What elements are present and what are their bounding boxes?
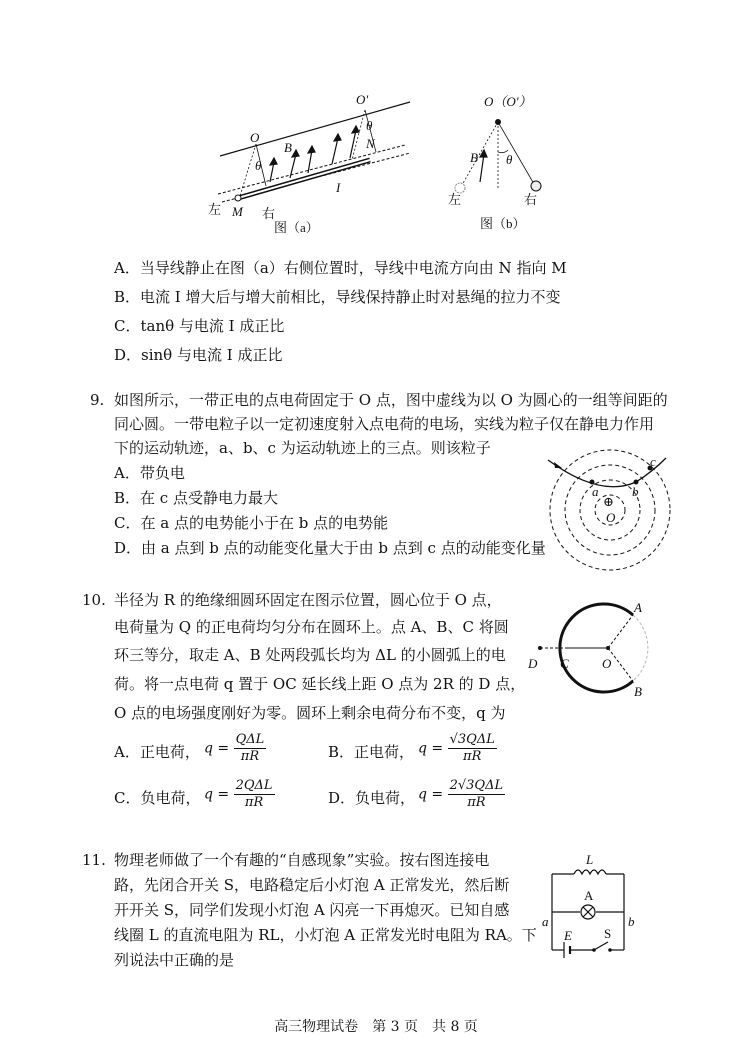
figa-label-I: I	[336, 180, 341, 195]
q10-option-c-formula: q = $\frac{\text{2QΔL}}{\pi R}$	[204, 778, 273, 810]
figa-label-right: 右	[262, 206, 276, 221]
q10-stem-line1: 半径为 R 的绝缘细圆环固定在图示位置，圆心位于 O 点，	[114, 591, 502, 609]
q9-stem-line3: 下的运动轨迹，a、b、c 为运动轨迹上的三点。则该粒子	[114, 439, 491, 457]
q10-label-D: D	[528, 656, 538, 671]
figa-label-O: O	[250, 130, 260, 145]
q11-circuit-figure	[528, 850, 678, 965]
figa-label-theta1: θ	[255, 158, 262, 173]
figa-label-theta2: θ	[366, 118, 373, 133]
figa-label-M: M	[232, 204, 243, 219]
q8-option-c: C．tanθ 与电流 I 成正比	[114, 317, 285, 335]
q9-option-a: A．带负电	[114, 464, 185, 482]
figa-label-N: N	[366, 136, 375, 151]
q10-label-C: C	[560, 656, 569, 671]
figa-label-Oprime: O'	[356, 92, 369, 107]
q9-number: 9.	[90, 391, 105, 409]
q10-stem-line4: 荷。将一点电荷 q 置于 OC 延长线上距 O 点为 2R 的 D 点，	[114, 675, 526, 693]
q11-label-b: b	[628, 914, 635, 929]
q10-figure	[520, 600, 690, 700]
q9-stem-line2: 同心圆。一带电粒子以一定初速度射入点电荷的电场，实线为粒子仅在静电力作用	[114, 415, 655, 433]
q10-option-a-label: A．正电荷，	[114, 743, 200, 761]
q9-label-a: a	[592, 484, 599, 499]
q10-option-d-label: D．负电荷，	[328, 789, 416, 807]
q10-stem-line3: 环三等分，取走 A、B 处两段弧长均为 ΔL 的小圆弧上的电	[114, 646, 506, 664]
q10-number: 10.	[82, 591, 106, 609]
q10-label-B: B	[634, 684, 642, 699]
q10-option-b-label: B．正电荷，	[328, 743, 415, 761]
q9-label-plus: ⊕	[603, 494, 614, 509]
q10-label-O: O	[602, 656, 612, 671]
q11-label-A: A	[584, 888, 594, 903]
q10-label-A: A	[634, 600, 642, 615]
q11-stem-line3: 开开关 S，同学们发现小灯泡 A 闪亮一下再熄灭。已知自感	[114, 901, 510, 919]
q9-label-O: O	[606, 510, 616, 525]
figb-top-label: O（O'）	[484, 94, 532, 109]
q11-label-L: L	[586, 852, 594, 867]
q11-stem-line4: 线圈 L 的直流电阻为 RL，小灯泡 A 正常发光时电阻为 RA。下	[114, 926, 537, 944]
q10-option-b-formula: q = $\frac{\text{√3QΔL}}{\pi R}$	[418, 732, 495, 764]
figb-label-theta: θ	[506, 152, 513, 167]
figa-label-left: 左	[208, 202, 222, 217]
q9-stem-line1: 如图所示，一带正电的点电荷固定于 O 点，图中虚线为以 O 为圆心的一组等间距的	[114, 391, 668, 409]
q8-option-b: B．电流 I 增大后与增大前相比，导线保持静止时对悬绳的拉力不变	[114, 288, 561, 306]
figb-label-left: 左	[448, 192, 462, 207]
q10-option-d-formula: q = $\frac{\text{2√3QΔL}}{\pi R}$	[418, 778, 504, 810]
q9-figure	[540, 448, 680, 578]
figa-label-B: B	[284, 140, 292, 155]
q11-stem-line1: 物理老师做了一个有趣的“自感现象”实验。按右图连接电	[114, 851, 490, 869]
q9-option-c: C．在 a 点的电势能小于在 b 点的电势能	[114, 514, 389, 532]
q11-stem-line2: 路，先闭合开关 S，电路稳定后小灯泡 A 正常发光，然后断	[114, 876, 510, 894]
figb-caption: 图（b）	[480, 216, 526, 231]
q10-option-a-formula: q = $\frac{\text{QΔL}}{\pi R}$	[204, 732, 265, 764]
q11-number: 11.	[82, 851, 106, 869]
q9-option-d: D．由 a 点到 b 点的动能变化量大于由 b 点到 c 点的动能变化量	[114, 539, 546, 557]
q11-label-a: a	[542, 914, 549, 929]
q11-stem-line5: 列说法中正确的是	[114, 951, 235, 969]
q9-label-b: b	[632, 484, 639, 499]
q11-label-E: E	[564, 928, 572, 943]
q10-stem-line5: O 点的电场强度刚好为零。圆环上剩余电荷分布不变，q 为	[114, 704, 506, 722]
q10-option-c-label: C．负电荷，	[114, 789, 201, 807]
q9-label-c: c	[650, 454, 656, 469]
figure-b	[440, 90, 560, 235]
page-footer: 高三物理试卷 第 3 页 共 8 页	[274, 1019, 478, 1035]
q8-option-a: A．当导线静止在图（a）右侧位置时，导线中电流方向由 N 指向 M	[114, 259, 567, 277]
q9-option-b: B．在 c 点受静电力最大	[114, 489, 278, 507]
q8-option-d: D．sinθ 与电流 I 成正比	[114, 346, 283, 364]
figa-caption: 图（a）	[274, 220, 319, 235]
figb-label-right: 右	[524, 192, 538, 207]
figb-label-B: B	[470, 150, 478, 165]
figure-a	[200, 90, 420, 235]
q10-stem-line2: 电荷量为 Q 的正电荷均匀分布在圆环上。点 A、B、C 将圆	[114, 618, 509, 636]
q11-label-S: S	[604, 926, 612, 941]
